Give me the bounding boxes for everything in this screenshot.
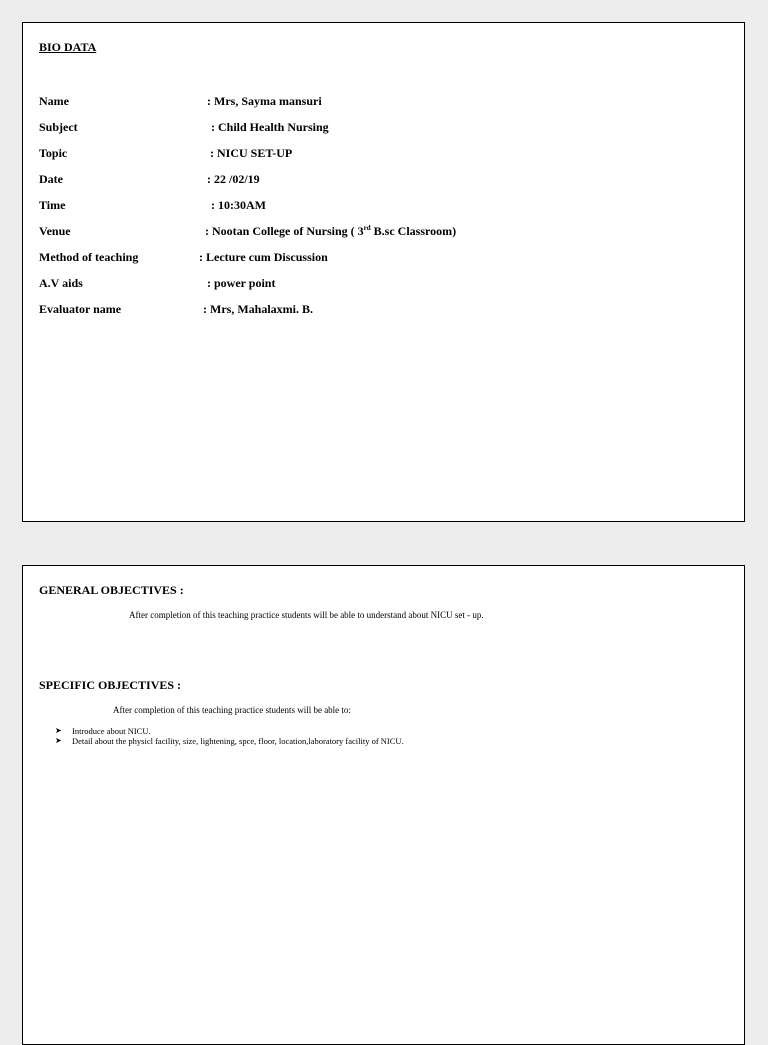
date-label: Date <box>39 172 63 186</box>
venue-value-suffix: B.sc Classroom) <box>370 224 457 238</box>
arrow-bullet-icon: ➤ <box>55 726 62 735</box>
venue-value-prefix: : Nootan College of Nursing ( 3 <box>205 224 364 238</box>
date-value: : 22 /02/19 <box>207 172 260 186</box>
method-of-teaching-value: : Lecture cum Discussion <box>199 250 328 264</box>
list-item-text: Introduce about NICU. <box>72 726 151 736</box>
name-value: : Mrs, Sayma mansuri <box>207 94 322 108</box>
general-objectives-text: After completion of this teaching practice students will be able to understand about NICU set - up. <box>129 610 484 620</box>
bio-data-page <box>22 22 745 522</box>
list-item-text: Detail about the physicl facility, size, lightening, spce, floor, location,laboratory facility of NICU. <box>72 736 404 746</box>
general-objectives-heading: GENERAL OBJECTIVES : <box>39 583 184 597</box>
time-label: Time <box>39 198 66 212</box>
specific-objectives-heading: SPECIFIC OBJECTIVES : <box>39 678 182 692</box>
evaluator-name-label: Evaluator name <box>39 302 122 316</box>
evaluator-name-value: : Mrs, Mahalaxmi. B. <box>203 302 313 316</box>
list-item <box>55 736 404 746</box>
arrow-bullet-icon: ➤ <box>55 736 62 745</box>
av-aids-value: : power point <box>207 276 276 290</box>
specific-objectives-list <box>55 726 404 746</box>
topic-label: Topic <box>39 146 68 160</box>
subject-label: Subject <box>39 120 78 134</box>
time-value: : 10:30AM <box>211 198 266 212</box>
topic-value: : NICU SET-UP <box>210 146 293 160</box>
specific-objectives-intro: After completion of this teaching practice students will be able to: <box>113 705 351 715</box>
av-aids-label: A.V aids <box>39 276 83 290</box>
method-of-teaching-label: Method of teaching <box>39 250 139 264</box>
objectives-page <box>22 565 745 1045</box>
venue-value-superscript: rd <box>363 224 371 232</box>
subject-value: : Child Health Nursing <box>211 120 329 134</box>
name-label: Name <box>39 94 69 108</box>
venue-label: Venue <box>39 224 71 238</box>
venue-value <box>205 224 456 239</box>
bio-data-heading: BIO DATA <box>39 40 97 54</box>
list-item <box>55 726 404 736</box>
